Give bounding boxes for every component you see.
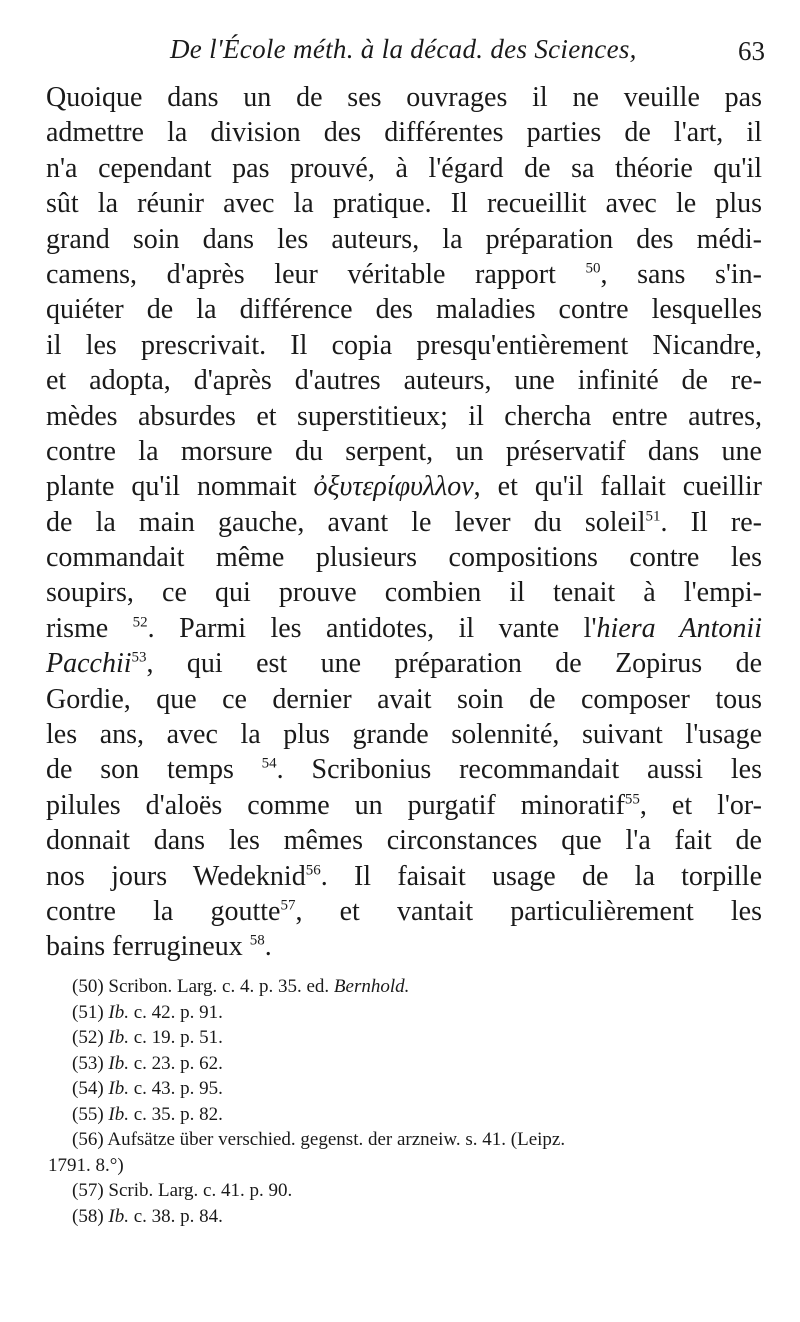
body-line-24 xyxy=(46,894,762,929)
text-run: (56) Aufsätze über verschied. gegenst. der arzneiw. s. 41. (Leipz. xyxy=(72,1129,566,1150)
footnote-line-5 xyxy=(62,1076,762,1102)
footnote-reference: 58 xyxy=(249,933,265,950)
body-line-5 xyxy=(46,222,762,257)
text-run: (57) Scrib. Larg. c. 41. p. 90. xyxy=(72,1180,293,1201)
body-line-2 xyxy=(46,115,762,150)
text-run: 1791. 8.°) xyxy=(48,1154,124,1176)
body-line-14 xyxy=(46,540,762,575)
text-run: . Scribonius recommandait aussi les xyxy=(276,754,762,786)
footnote-reference: 53 xyxy=(131,649,147,666)
text-run: n'a cependant pas prouvé, à l'égard de sa théorie qu'il xyxy=(46,152,762,184)
footnote-reference: 55 xyxy=(624,791,640,808)
body-line-19 xyxy=(46,717,762,752)
text-run: . Il faisait usage de la torpille xyxy=(320,860,762,892)
text-run: contre la morsure du serpent, un préservatif dans une xyxy=(46,435,762,467)
text-run: plante qu'il nommait xyxy=(46,471,314,503)
text-run: commandait même plusieurs compositions contre les xyxy=(46,542,762,574)
italic-text: Ib. xyxy=(108,1078,129,1099)
italic-text: Ib. xyxy=(108,1052,129,1074)
text-run: risme xyxy=(46,612,133,644)
text-run: mèdes absurdes et superstitieux; il chercha entre autres, xyxy=(46,400,762,432)
italic-text: Ib. xyxy=(108,1103,129,1125)
footnote-line-2 xyxy=(62,1000,762,1026)
text-run: c. 35. p. 82. xyxy=(128,1103,223,1125)
text-run: de son temps xyxy=(46,754,262,786)
body-line-10 xyxy=(46,399,762,434)
text-run: soupirs, ce qui prouve combien il tenait à l'empi- xyxy=(46,577,762,609)
text-run: Quoique dans un de ses ouvrages il ne veuille pas xyxy=(46,82,762,113)
italic-text: Ib. xyxy=(108,1027,129,1048)
text-run: sût la réunir avec la pratique. Il recueillit avec le plus xyxy=(46,188,762,220)
text-run: c. 42. p. 91. xyxy=(128,1001,223,1023)
text-run: , sans s'in- xyxy=(600,258,762,290)
text-run: quiéter de la différence des maladies contre lesquelles xyxy=(46,294,762,326)
footnote-reference: 57 xyxy=(280,897,296,914)
text-run: (54) xyxy=(72,1078,109,1099)
text-run: camens, d'après leur véritable rapport xyxy=(46,258,586,290)
body-line-13 xyxy=(46,505,762,540)
body-line-11 xyxy=(46,434,762,469)
text-run: Gordie, que ce dernier avait soin de composer tous xyxy=(46,683,762,715)
footnote-reference: 52 xyxy=(132,614,148,631)
text-run: nos jours Wedeknid xyxy=(46,860,306,892)
text-run: et adopta, d'après d'autres auteurs, une infinité de re- xyxy=(46,365,762,397)
footnote-line-4 xyxy=(62,1051,762,1077)
text-run: contre la goutte xyxy=(46,895,281,927)
footnote-reference: 51 xyxy=(645,508,661,525)
footnote-reference: 54 xyxy=(261,756,277,773)
footnote-reference: 50 xyxy=(585,260,601,277)
text-run: (51) xyxy=(72,1001,109,1023)
footnote-line-7 xyxy=(62,1127,762,1153)
text-run: (55) xyxy=(72,1103,109,1125)
text-run: (52) xyxy=(72,1027,109,1048)
text-run: admettre la division des différentes parties de l'art, il xyxy=(46,117,762,149)
body-line-7 xyxy=(46,292,762,327)
italic-text: Ib. xyxy=(108,1205,129,1227)
text-run: , qui est une préparation de Zopirus de xyxy=(146,648,762,680)
body-line-6 xyxy=(46,257,762,292)
italic-text: Pacchii xyxy=(46,648,132,680)
italic-text: ὀξυτερίφυλλον xyxy=(313,471,474,503)
text-run: (58) xyxy=(72,1205,109,1227)
body-line-25 xyxy=(46,929,762,964)
text-run: , et qu'il fallait cueillir xyxy=(473,471,762,503)
text-run: . xyxy=(264,931,272,963)
text-run: . Il re- xyxy=(660,506,762,538)
footnote-line-8 xyxy=(48,1153,762,1179)
footnote-line-9 xyxy=(62,1178,762,1204)
text-run: de la main gauche, avant le lever du soleil xyxy=(46,506,646,538)
body-line-18 xyxy=(46,682,762,717)
text-run: les ans, avec la plus grande solennité, suivant l'usage xyxy=(46,719,762,751)
body-line-9 xyxy=(46,363,762,398)
italic-text: hiera Antonii xyxy=(596,612,762,644)
italic-text: Bernhold. xyxy=(333,976,410,997)
body-line-23 xyxy=(46,859,762,894)
running-title: De l'École méth. à la décad. des Sciences, xyxy=(170,34,637,64)
body-line-8 xyxy=(46,328,762,363)
body-line-1 xyxy=(46,80,762,115)
body-line-4 xyxy=(46,186,762,221)
text-run: , et l'or- xyxy=(639,789,762,821)
footnote-reference: 56 xyxy=(305,862,321,879)
text-run: c. 23. p. 62. xyxy=(128,1052,223,1074)
body-line-17 xyxy=(46,646,762,681)
text-run: il les prescrivait. Il copia presqu'entièrement Nicandre, xyxy=(46,329,762,361)
body-line-3 xyxy=(46,151,762,186)
text-run: c. 19. p. 51. xyxy=(128,1027,223,1048)
italic-text: Ib. xyxy=(108,1001,129,1023)
text-run: grand soin dans les auteurs, la préparation des médi- xyxy=(46,223,762,255)
footnote-line-10 xyxy=(62,1204,762,1230)
body-line-22 xyxy=(46,823,762,858)
running-head xyxy=(60,34,765,74)
body-line-15 xyxy=(46,575,762,610)
footnote-line-6 xyxy=(62,1102,762,1128)
footnote-line-3 xyxy=(62,1025,762,1051)
text-run: , et vantait particulièrement les xyxy=(295,895,763,927)
body-line-21 xyxy=(46,788,762,823)
footnotes xyxy=(48,974,762,1229)
body-line-20 xyxy=(46,752,762,787)
body-line-16 xyxy=(46,611,762,646)
text-run: pilules d'aloës comme un purgatif minoratif xyxy=(46,789,625,821)
text-run: c. 38. p. 84. xyxy=(128,1205,223,1227)
text-run: (50) Scribon. Larg. c. 4. p. 35. ed. xyxy=(72,976,334,997)
text-run: bains ferrugineux xyxy=(46,931,250,963)
text-run: c. 43. p. 95. xyxy=(128,1078,223,1099)
text-run: (53) xyxy=(72,1052,109,1074)
text-run: donnait dans les mêmes circonstances que l'a fait de xyxy=(46,825,762,857)
page-number: 63 xyxy=(738,36,765,66)
body-text xyxy=(46,80,762,965)
body-line-12 xyxy=(46,469,762,504)
footnote-line-1 xyxy=(62,974,762,1000)
text-run: . Parmi les antidotes, il vante l' xyxy=(147,612,597,644)
